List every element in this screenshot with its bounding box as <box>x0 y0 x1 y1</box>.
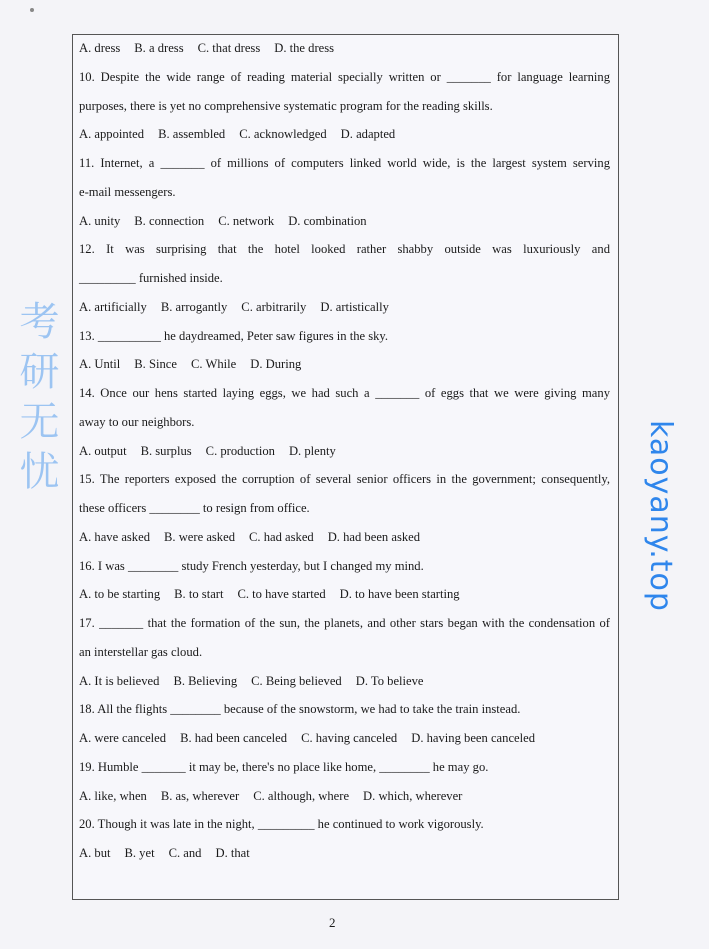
option: B. surplus <box>140 443 192 458</box>
options-row <box>79 788 610 804</box>
question-text: 20. Though it was late in the night, _________ he continued to work vigorously. <box>79 817 484 832</box>
option: C. having canceled <box>301 731 398 745</box>
option: C. although, where <box>253 788 350 803</box>
option: D. combination <box>288 213 367 228</box>
option: D. the dress <box>274 41 335 55</box>
option: A. appointed <box>79 127 145 142</box>
option: A. It is believed <box>79 673 160 688</box>
watermark-url: kaoyany.top <box>643 420 678 612</box>
question-text: 19. Humble _______ it may be, there's no place like home, ________ he may go. <box>79 759 489 774</box>
option: B. were asked <box>164 529 235 544</box>
options-row <box>79 586 610 602</box>
question-text: 15. The reporters exposed the corruption of several senior officers in the government; consequently, <box>79 472 610 487</box>
question-text: these officers ________ to resign from office. <box>79 501 310 515</box>
question-text: purposes, there is yet no comprehensive systematic program for the reading skills. <box>79 98 493 113</box>
watermark-chinese-logo: 考研无忧 <box>13 300 59 500</box>
option: D. plenty <box>288 443 336 458</box>
question-text: an interstellar gas cloud. <box>79 644 203 659</box>
question-text: 16. I was ________ study French yesterday, but I changed my mind. <box>79 558 424 573</box>
option: D. To believe <box>355 673 424 688</box>
option: B. to start <box>174 587 224 602</box>
question-text: 10. Despite the wide range of reading material specially written or _______ for language learning <box>79 69 610 84</box>
option: C. to have started <box>237 587 326 602</box>
option: C. that dress <box>197 41 261 55</box>
option: C. acknowledged <box>239 127 327 142</box>
option: A. like, when <box>79 788 147 803</box>
option: B. connection <box>134 213 205 228</box>
option: A. to be starting <box>79 587 161 602</box>
option: A. Until <box>79 357 121 372</box>
option: B. a dress <box>134 41 184 55</box>
options-row <box>79 529 610 545</box>
options-row <box>79 356 610 372</box>
option: C. network <box>218 213 275 228</box>
scan-speck <box>30 8 34 12</box>
question-text: 12. It was surprising that the hotel looked rather shabby outside was luxuriously and <box>79 242 610 257</box>
question-text: away to our neighbors. <box>79 414 195 429</box>
option: D. adapted <box>340 127 396 142</box>
question-text: 14. Once our hens started laying eggs, we had such a _______ of eggs that we were giving many <box>79 386 610 400</box>
options-row <box>79 213 610 229</box>
option: B. had been canceled <box>180 731 288 745</box>
option: A. dress <box>79 41 121 55</box>
question-text: e-mail messengers. <box>79 184 176 199</box>
option: D. During <box>250 357 302 372</box>
option: A. have asked <box>79 529 150 544</box>
options-row <box>79 443 610 459</box>
option: D. that <box>215 846 250 860</box>
option: A. unity <box>79 213 121 228</box>
option: C. While <box>190 357 237 372</box>
options-row <box>79 673 610 689</box>
options-row <box>79 40 610 56</box>
question-text: _________ furnished inside. <box>79 271 223 285</box>
option: B. yet <box>124 846 155 860</box>
page-number: 2 <box>329 915 336 930</box>
option: C. Being believed <box>251 673 342 688</box>
option: D. had been asked <box>327 529 421 544</box>
option: B. Since <box>134 357 177 372</box>
question-text: 17. _______ that the formation of the sun, the planets, and other stars began with the condensation of <box>79 616 610 630</box>
option: A. but <box>79 846 111 860</box>
options-row <box>79 730 610 746</box>
option: C. and <box>168 846 202 860</box>
option: B. assembled <box>158 127 226 142</box>
option: D. having been canceled <box>411 731 536 745</box>
question-text: 18. All the flights ________ because of the snowstorm, we had to take the train instead. <box>79 702 521 717</box>
option: C. arbitrarily <box>241 299 307 314</box>
option: A. artificially <box>79 299 147 314</box>
options-row <box>79 845 610 861</box>
question-text: 11. Internet, a _______ of millions of computers linked world wide, is the largest system serving <box>79 156 610 170</box>
option: A. output <box>79 443 127 458</box>
option: B. arrogantly <box>160 299 228 314</box>
option: D. to have been starting <box>339 587 460 602</box>
option: C. production <box>205 443 275 458</box>
option: A. were canceled <box>79 731 167 745</box>
options-row <box>79 299 610 315</box>
option: D. artistically <box>320 299 389 314</box>
option: B. as, wherever <box>160 788 240 803</box>
option: B. Believing <box>173 673 238 688</box>
question-text: 13. __________ he daydreamed, Peter saw figures in the sky. <box>79 328 389 343</box>
option: D. which, wherever <box>363 788 463 803</box>
option: C. had asked <box>249 529 314 544</box>
options-row <box>79 126 610 142</box>
